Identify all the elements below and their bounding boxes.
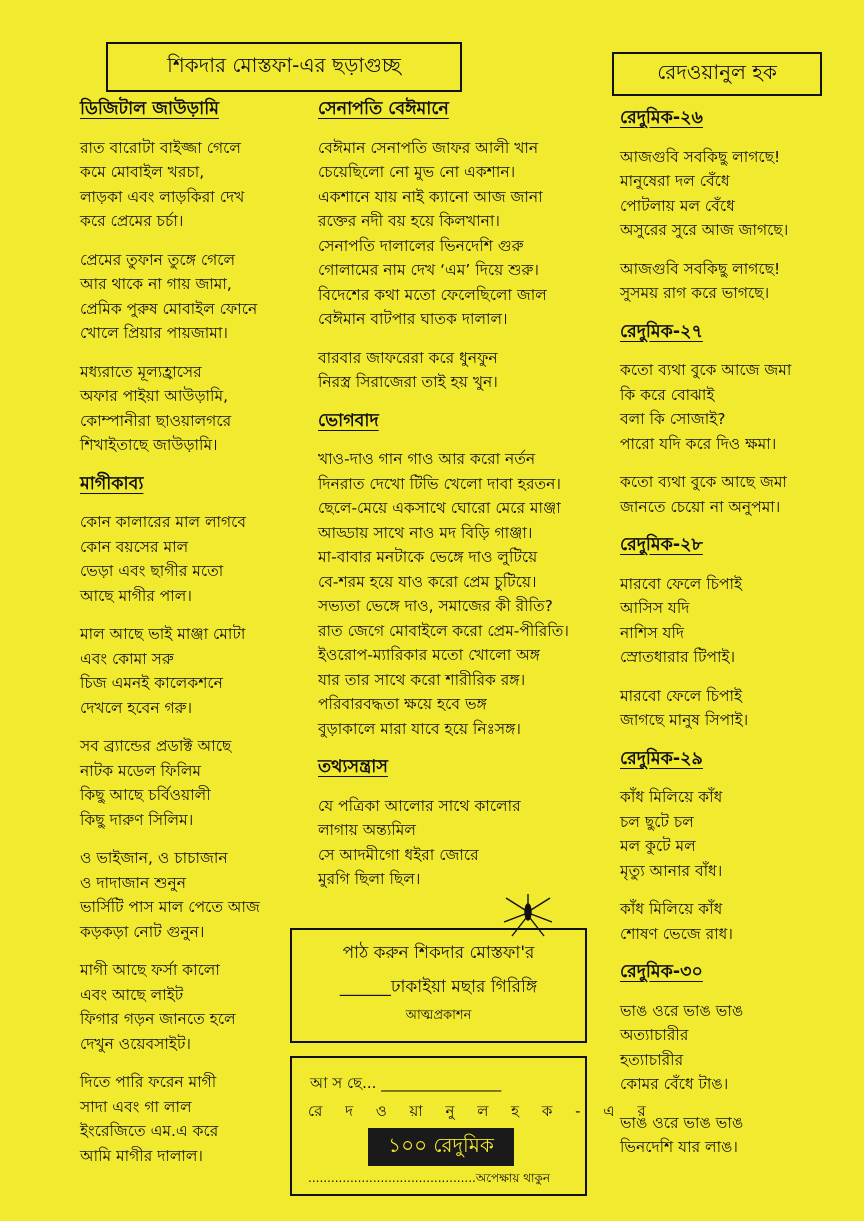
- verse-line: পোটলায় মল বেঁধে: [620, 196, 735, 215]
- verse-line: বেঈমান বাটপার ঘাতক দালাল।: [318, 310, 508, 328]
- verse-line: জাগছে মানুষ সিপাই।: [620, 711, 749, 729]
- coming-soon-box: [290, 1056, 655, 1196]
- verse-line: হত্যাচারীর: [620, 1050, 684, 1069]
- verse-line: ভাঙ ওরে ভাঙ ভাঙ: [620, 1001, 744, 1020]
- stanza: [80, 248, 295, 346]
- verse-line: কোন বয়সের মাল: [80, 537, 189, 556]
- verse-line: সেনাপতি দালালের ভিনদেশি গুরু: [318, 236, 524, 255]
- verse-line: বারবার জাফরেরা করে ধুনফুন: [318, 348, 498, 367]
- poem: [318, 97, 593, 395]
- verse-line: বিদেশের কথা মতো ফেলেছিলো জাল: [318, 285, 547, 304]
- verse-line: চল ছুটে চল: [620, 812, 694, 831]
- author-name: রেদওয়ানুল হক: [657, 59, 777, 84]
- verse-line: সাদা এবং গা লাল: [80, 1097, 192, 1116]
- poem-title: সেনাপতি বেঈমানে: [318, 99, 449, 119]
- stanza: [620, 897, 845, 946]
- stanza: [620, 572, 845, 670]
- stanza: [80, 136, 295, 234]
- book-ad-title: ______ঢাকাইয়া মছার গিরিঙ্গি: [339, 977, 538, 997]
- anthology-title: শিকদার মোস্তফা-এর ছড়াগুচ্ছ: [167, 52, 401, 77]
- verse-line: ভেড়া এবং ছাগীর মতো: [80, 562, 224, 580]
- poem-title: ভোগবাদ: [318, 410, 379, 431]
- verse-line: চিজ এমনই কালেকশনে: [80, 674, 223, 692]
- verse-line: কাঁধ মিলিয়ে কাঁধ: [620, 900, 723, 918]
- verse-line: সভ্যতা ভেঙ্গে দাও, সমাজের কী রীতি?: [318, 597, 553, 615]
- stanza: [620, 470, 845, 519]
- verse-line: কাঁধ মিলিয়ে কাঁধ: [620, 788, 723, 806]
- verse-line: যে পত্রিকা আলোর সাথে কালোর: [318, 796, 521, 815]
- verse-line: মানুষেরা দল বেঁধে: [620, 172, 730, 190]
- verse-line: প্রেমের তুফান তুঙ্গে গেলে: [80, 250, 236, 269]
- verse-line: আজগুবি সবকিছু লাগছে!: [620, 259, 781, 278]
- verse-line: শিখাইতাছে জাউড়ামি।: [80, 436, 218, 454]
- author-name-box: [612, 52, 822, 96]
- book-ad-publisher: আত্মপ্রকাশন: [405, 1008, 472, 1023]
- verse-line: পরিবারবদ্ধতা ক্ষয়ে হবে ভঙ্গ: [318, 695, 487, 713]
- verse-line: রক্তের নদী বয় হয়ে কিলখানা।: [318, 212, 500, 230]
- stanza: [318, 136, 593, 332]
- column-right: [620, 106, 845, 1174]
- poem: [620, 747, 845, 947]
- poem: [620, 106, 845, 306]
- verse-line: দেখুন ওয়েবসাইট।: [80, 1034, 191, 1053]
- verse-line: ইওরোপ-ম্যারিকার মতো খোলো অঙ্গ: [318, 646, 540, 664]
- verse-line: আসিস যদি: [620, 599, 690, 617]
- stanza: [80, 622, 295, 720]
- verse-line: সে আদমীগো ধইরা জোরে: [318, 845, 479, 864]
- verse-line: আড্ডায় সাথে নাও মদ বিড়ি গাঞ্জা।: [318, 523, 533, 542]
- verse-line: কমে মোবাইল খরচা,: [80, 163, 205, 181]
- verse-line: খোলে প্রিয়ার পায়জামা।: [80, 324, 228, 342]
- poem: [620, 533, 845, 733]
- verse-line: এবং কোমা সরু: [80, 649, 174, 668]
- verse-line: আমি মাগীর দালাল।: [80, 1146, 203, 1165]
- verse-line: বেঈমান সেনাপতি জাফর আলী খান: [318, 138, 539, 157]
- verse-line: দেখলে হবেন গরু।: [80, 698, 193, 717]
- verse-line: ছেলে-মেয়ে একসাথে ঘোরো মেরে মাঞ্জা: [318, 499, 561, 517]
- verse-line: অসুরের সুরে আজ জাগছে।: [620, 221, 789, 239]
- coming-soon-label: আ স ছে... ________________: [310, 1074, 502, 1092]
- poem: [80, 97, 295, 458]
- verse-line: সব ব্র্যান্ডের প্রডাক্ট আছে: [80, 737, 232, 755]
- verse-line: রাত জেগে মোবাইলে করো প্রেম-পীরিতি।: [318, 621, 569, 640]
- poem: [620, 320, 845, 520]
- verse-line: রাত বারোটা বাইজ্জা গেলে: [80, 138, 241, 157]
- verse-line: এবং আছে লাইট: [80, 985, 184, 1004]
- poem: [318, 755, 593, 892]
- column-left: [80, 97, 295, 1182]
- stanza: [620, 684, 845, 733]
- stanza: [80, 734, 295, 832]
- book-ad-box: [290, 928, 587, 1043]
- verse-line: জানতে চেয়ো না অনুপমা।: [620, 497, 781, 516]
- verse-line: নিরস্ত্র সিরাজেরা তাই হয় খুন।: [318, 373, 498, 391]
- stanza: [80, 846, 295, 944]
- stanza: [80, 510, 295, 608]
- stanza: [80, 958, 295, 1056]
- verse-line: চেয়েছিলো নো মুভ নো একশান।: [318, 163, 516, 181]
- stanza: [318, 447, 593, 741]
- poem: [620, 960, 845, 1160]
- coming-soon-author: রে দ ও য়া নু ল হ ক - এ র: [308, 1102, 655, 1120]
- stanza: [620, 785, 845, 883]
- stanza: [318, 346, 593, 395]
- poem-title: রেদুমিক-৩০: [620, 962, 703, 982]
- poem: [80, 472, 295, 1169]
- verse-line: একশানে যায় নাই ক্যানো আজ জানা: [318, 187, 543, 206]
- verse-line: মা-বাবার মনটাকে ভেঙ্গে দাও লুটিয়ে: [318, 548, 538, 566]
- verse-line: অফার পাইয়া আউড়ামি,: [80, 387, 229, 405]
- verse-line: বলা কি সোজাই?: [620, 410, 726, 428]
- verse-line: দিনরাত দেখো টিভি খেলো দাবা হরতন।: [318, 474, 561, 493]
- verse-line: কতো ব্যথা বুকে আছে জমা: [620, 473, 787, 491]
- verse-line: বে-শরম হয়ে যাও করো প্রেম চুটিয়ে।: [318, 572, 537, 591]
- verse-line: পারো যদি করে দিও ক্ষমা।: [620, 434, 777, 453]
- verse-line: মল কুটে মল: [620, 837, 696, 855]
- poem-title: ডিজিটাল জাউড়ামি: [80, 99, 219, 119]
- stanza: [80, 360, 295, 458]
- poem-title: রেদুমিক-২৮: [620, 535, 703, 555]
- stanza: [80, 1070, 295, 1168]
- verse-line: করে প্রেমের চর্চা।: [80, 212, 184, 230]
- verse-line: মধ্যরাতে মূল্যহ্রাসের: [80, 362, 202, 381]
- verse-line: ইংরেজিতে এম.এ করে: [80, 1122, 219, 1140]
- anthology-title-box: [106, 42, 462, 92]
- verse-line: আর থাকে না গায় জামা,: [80, 275, 232, 293]
- verse-line: মাল আছে ভাই মাঞ্জা মোটা: [80, 625, 246, 643]
- verse-line: ও দাদাজান শুনুন: [80, 873, 186, 892]
- stanza: [318, 794, 593, 892]
- stanza: [620, 999, 845, 1097]
- poem-title: তথ্যসন্ত্রাস: [318, 757, 388, 777]
- verse-line: কতো ব্যথা বুকে আজে জমা: [620, 361, 792, 379]
- verse-line: কোমর বেঁধে টাঙ।: [620, 1075, 729, 1093]
- verse-line: মুরগি ছিলা ছিল।: [318, 870, 421, 888]
- verse-line: বুড়াকালে মারা যাবে হয়ে নিঃসঙ্গ।: [318, 719, 521, 738]
- verse-line: সুসময় রাগ করে ভাগছে।: [620, 284, 770, 302]
- verse-line: আছে মাগীর পাল।: [80, 586, 192, 605]
- poem: [318, 409, 593, 742]
- stanza: [620, 358, 845, 456]
- poem-title: রেদুমিক-২৯: [620, 748, 703, 769]
- verse-line: শোষণ ভেজে রাধ।: [620, 924, 733, 943]
- poem-title: রেদুমিক-২৬: [620, 108, 703, 128]
- verse-line: কি করে বোঝাই: [620, 385, 715, 404]
- verse-line: স্রোতধারার টিপাই।: [620, 648, 736, 666]
- verse-line: কোম্পানীরা ছাওয়ালগরে: [80, 411, 232, 430]
- stanza: [620, 145, 845, 243]
- verse-line: কিছু আছে চর্বিওয়ালী: [80, 786, 211, 804]
- poem-title: রেদুমিক-২৭: [620, 321, 703, 342]
- verse-line: নাটক মডেল ফিলিম: [80, 761, 202, 780]
- verse-line: গোলামের নাম দেখ ‘এম’ দিয়ে শুরু।: [318, 261, 539, 279]
- stanza: [620, 257, 845, 306]
- verse-line: নাশিস যদি: [620, 623, 685, 642]
- verse-line: কড়কড়া নোট গুনুন।: [80, 922, 205, 941]
- coming-soon-wait: ............................................অপেক্ষায় থাকুন: [308, 1171, 551, 1185]
- poem-title: মাগীকাব্য: [80, 473, 144, 494]
- verse-line: মাগী আছে ফর্সা কালো: [80, 961, 220, 979]
- verse-line: ভিনদেশি যার লাঙ।: [620, 1138, 738, 1156]
- verse-line: মৃত্যু আনার বাঁধ।: [620, 861, 723, 880]
- verse-line: মারবো ফেলে চিপাই: [620, 574, 743, 593]
- book-ad-line1: পাঠ করুন শিকদার মোস্তফা'র: [342, 943, 535, 963]
- verse-line: দিতে পারি ফরেন মাগী: [80, 1073, 217, 1091]
- verse-line: কিছু দারুণ সিলিম।: [80, 810, 194, 829]
- verse-line: যার তার সাথে করো শারীরিক রঙ্গ।: [318, 670, 526, 689]
- verse-line: অত্যাচারীর: [620, 1026, 689, 1044]
- verse-line: কোন কালারের মাল লাগবে: [80, 513, 247, 531]
- verse-line: ভাঙ ওরে ভাঙ ভাঙ: [620, 1113, 744, 1132]
- verse-line: আজগুবি সবকিছু লাগছে!: [620, 147, 781, 166]
- coming-soon-book-title: ১০০ রেদুমিক: [368, 1128, 514, 1166]
- verse-line: ফিগার গড়ন জানতে হলে: [80, 1010, 236, 1028]
- column-middle: [318, 97, 593, 906]
- verse-line: লাগায় অন্ত্যমিল: [318, 821, 416, 839]
- verse-line: ভার্সিটি পাস মাল পেতে আজ: [80, 898, 260, 916]
- verse-line: মারবো ফেলে চিপাই: [620, 686, 743, 705]
- verse-line: প্রেমিক পুরুষ মোবাইল ফোনে: [80, 299, 258, 318]
- verse-line: লাড়কা এবং লাড়কিরা দেখ: [80, 187, 245, 206]
- verse-line: খাও-দাও গান গাও আর করো নর্তন: [318, 450, 536, 468]
- verse-line: ও ভাইজান, ও চাচাজান: [80, 849, 228, 867]
